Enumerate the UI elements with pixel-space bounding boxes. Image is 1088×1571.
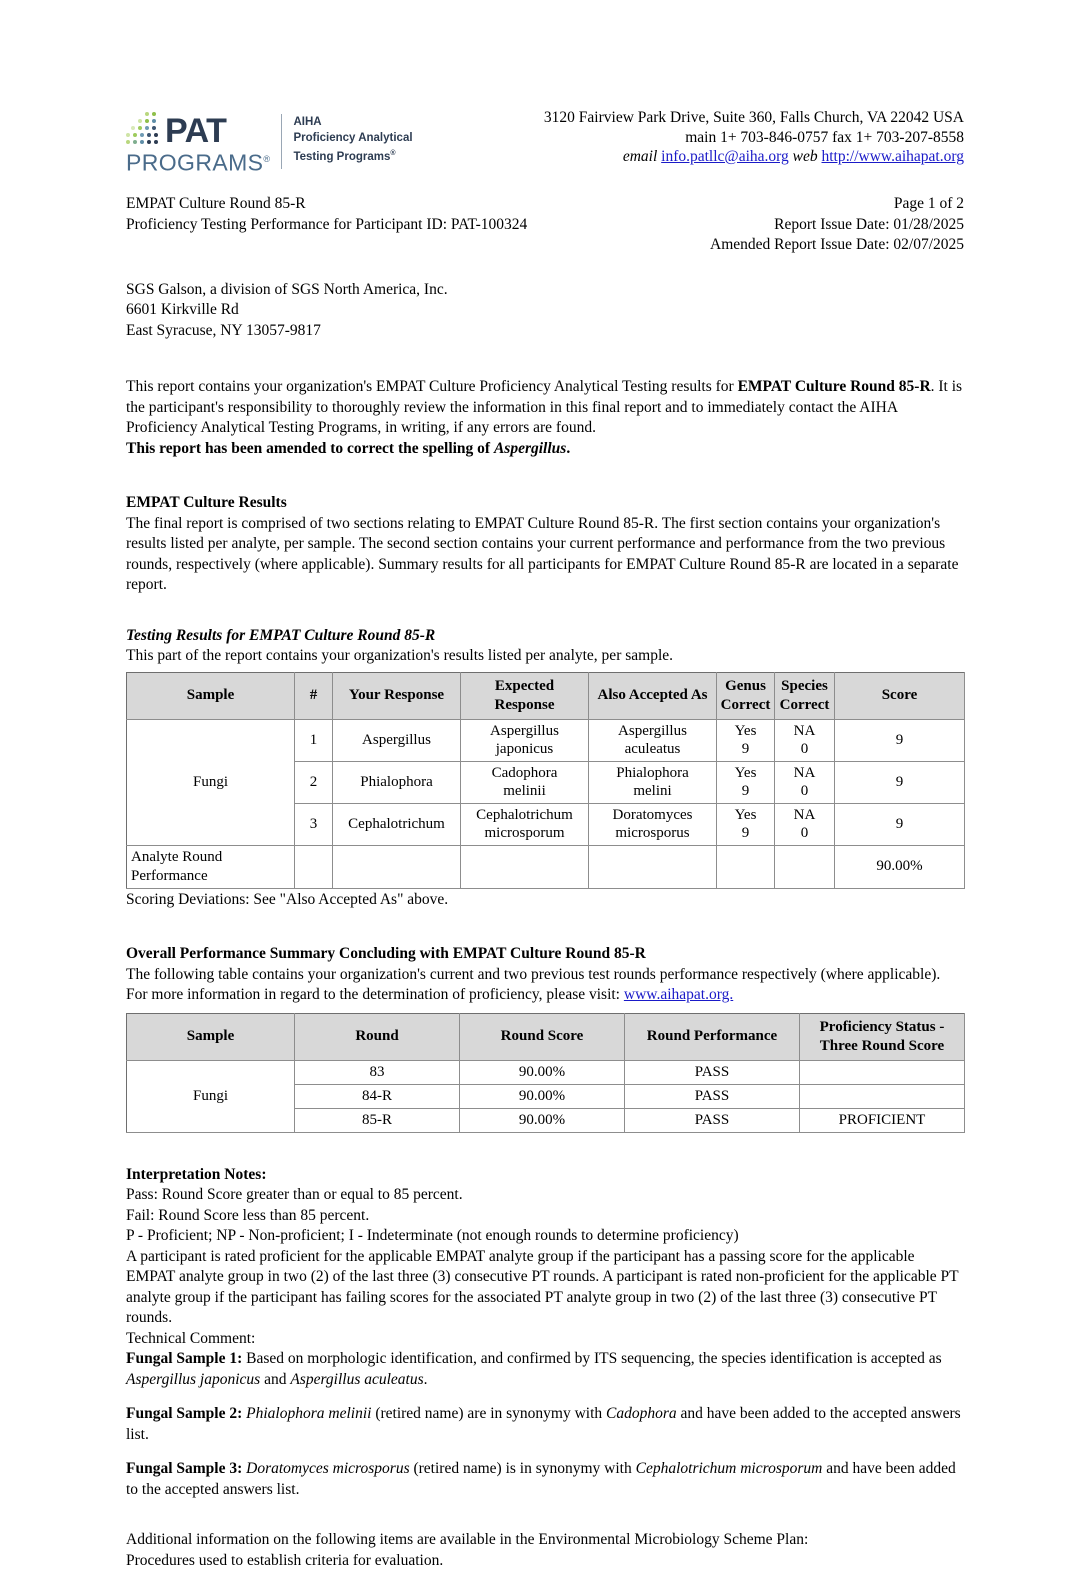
- species-correct-value: NA: [794, 723, 816, 739]
- footer-notes-block: [126, 1530, 964, 1571]
- interpretation-notes-heading: Interpretation Notes:: [126, 1165, 964, 1186]
- testing-results-header-row: [127, 672, 965, 719]
- col-proficiency-line-1: Proficiency Status -: [820, 1019, 945, 1035]
- fungal-sample-2-label: Fungal Sample 2:: [126, 1405, 242, 1422]
- overall-performance-body: [126, 965, 964, 1006]
- species-correct-value: NA: [794, 807, 816, 823]
- amended-issue-date: Amended Report Issue Date: 02/07/2025: [710, 235, 964, 256]
- col-score: Score: [835, 672, 965, 719]
- cell-proficiency-status: PROFICIENT: [800, 1108, 965, 1132]
- expected-genus: Cadophora: [492, 765, 558, 781]
- empat-culture-results-body: The final report is comprised of two sections relating to EMPAT Culture Round 85-R. The first section contains your organization's results listed per analyte, per sample. The second section contains your current performance and performance from the two previous rounds, respectively (where applicable). Summary results for all participants for EMPAT Culture Round 85-R are located in a separate report.: [126, 514, 964, 596]
- col-proficiency-line-2: Three Round Score: [820, 1038, 944, 1054]
- expected-genus: Cephalotrichum: [476, 807, 573, 823]
- note-spacer: [126, 1390, 964, 1404]
- col-species-line-1: Species: [781, 678, 828, 694]
- report-meta-right: [710, 194, 964, 256]
- cell-genus-correct: [717, 803, 775, 845]
- cell-empty: [775, 845, 835, 888]
- logo-programs-registered-mark: ®: [263, 154, 270, 164]
- logo-org-line-1: AIHA: [293, 115, 412, 131]
- cell-your-response: Phialophora: [333, 761, 461, 803]
- cell-number: 1: [295, 719, 333, 761]
- genus-correct-points: 9: [742, 783, 750, 799]
- overall-performance-table: [126, 1013, 965, 1133]
- interpretation-codes: P - Proficient; NP - Non-proficient; I - Indeterminate (not enough rounds to determine proficiency): [126, 1226, 964, 1247]
- address-line-1: SGS Galson, a division of SGS North America, Inc.: [126, 280, 964, 301]
- cell-score: 9: [835, 761, 965, 803]
- overall-performance-heading: Overall Performance Summary Concluding with EMPAT Culture Round 85-R: [126, 944, 964, 965]
- logo-pat-text: PAT: [165, 116, 226, 146]
- genus-correct-value: Yes: [735, 765, 757, 781]
- fungal-sample-1-text-3: .: [424, 1371, 428, 1388]
- overall-performance-text: The following table contains your organization's current and two previous test rounds performance respectively (where applicable). For more information in regard to the determination of proficiency, please visit:: [126, 966, 940, 1004]
- also-species: microsporus: [615, 825, 689, 841]
- fungal-sample-3-note: [126, 1459, 964, 1500]
- cell-also-accepted-as: [589, 761, 717, 803]
- report-participant-line: Proficiency Testing Performance for Participant ID: PAT-100324: [126, 215, 527, 236]
- cell-proficiency-status: [800, 1084, 965, 1108]
- table-row: [127, 719, 965, 761]
- fungal-sample-3-label: Fungal Sample 3:: [126, 1460, 242, 1477]
- amendment-note-species: Aspergillus: [494, 440, 566, 457]
- fungal-sample-1-text-1: Based on morphologic identification, and confirmed by ITS sequencing, the species identification is accepted as: [242, 1350, 941, 1367]
- cell-sample-fungi: Fungi: [127, 719, 295, 845]
- interpretation-pass-rule: Pass: Round Score greater than or equal to 85 percent.: [126, 1185, 964, 1206]
- footer-note-line-1: Additional information on the following items are available in the Environmental Microbiology Scheme Plan:: [126, 1530, 964, 1551]
- cell-your-response: Aspergillus: [333, 719, 461, 761]
- cell-genus-correct: [717, 719, 775, 761]
- fungal-sample-1-species-1: Aspergillus japonicus: [126, 1371, 260, 1388]
- cell-round-score: 90.00%: [460, 1084, 625, 1108]
- website-link[interactable]: http://www.aihapat.org: [822, 148, 965, 165]
- intro-paragraph: [126, 377, 964, 439]
- analyte-round-performance-row: [127, 845, 965, 888]
- intro-part-2: . It is the participant's responsibility to thoroughly review the information in this final report and to immediately contact the AIHA Proficiency Analytical Testing Programs, in writing, if any errors are found.: [126, 378, 962, 436]
- cell-sample-fungi: Fungi: [127, 1060, 295, 1132]
- fungal-sample-2-note: [126, 1404, 964, 1445]
- fungal-sample-2-species-1: Phialophora melinii: [246, 1405, 371, 1422]
- genus-correct-value: Yes: [735, 807, 757, 823]
- cell-round-score: 90.00%: [460, 1060, 625, 1084]
- cell-round: 83: [295, 1060, 460, 1084]
- logo-divider: [281, 114, 282, 169]
- fungal-sample-1-note: [126, 1349, 964, 1390]
- note-spacer: [126, 1445, 964, 1459]
- cell-proficiency-status: [800, 1060, 965, 1084]
- species-correct-points: 0: [801, 825, 809, 841]
- col-round-performance: Round Performance: [625, 1013, 800, 1060]
- also-genus: Doratomyces: [613, 807, 693, 823]
- testing-results-heading: Testing Results for EMPAT Culture Round 85-R: [126, 626, 964, 647]
- cell-species-correct: [775, 719, 835, 761]
- col-round-score: Round Score: [460, 1013, 625, 1060]
- fungal-sample-1-text-2: and: [260, 1371, 290, 1388]
- col-sample: Sample: [127, 1013, 295, 1060]
- amendment-note: [126, 439, 964, 460]
- empat-culture-results-heading: EMPAT Culture Results: [126, 493, 964, 514]
- contact-phone: main 1+ 703-846-0757 fax 1+ 703-207-8558: [544, 128, 964, 148]
- fungal-sample-2-species-2: Cadophora: [606, 1405, 677, 1422]
- fungal-sample-3-species-1: Doratomyces microsporus: [246, 1460, 409, 1477]
- cell-empty: [295, 845, 333, 888]
- species-correct-value: NA: [794, 765, 816, 781]
- cell-number: 2: [295, 761, 333, 803]
- logo-org-line-3-label: Testing Programs: [293, 151, 390, 163]
- col-species-correct: [775, 672, 835, 719]
- logo-programs-label: PROGRAMS: [126, 150, 263, 176]
- pat-programs-logo: [126, 108, 413, 175]
- logo-programs-text: [126, 147, 270, 175]
- cell-empty: [461, 845, 589, 888]
- col-your-response: Your Response: [333, 672, 461, 719]
- col-proficiency-status: [800, 1013, 965, 1060]
- cell-round-performance: PASS: [625, 1084, 800, 1108]
- also-species: melini: [633, 783, 671, 799]
- aihapat-link[interactable]: www.aihapat.org.: [624, 986, 733, 1003]
- genus-correct-points: 9: [742, 741, 750, 757]
- cell-empty: [717, 845, 775, 888]
- also-species: aculeatus: [625, 741, 681, 757]
- cell-analyte-round-performance-label: Analyte Round Performance: [127, 845, 295, 888]
- genus-correct-points: 9: [742, 825, 750, 841]
- address-line-2: 6601 Kirkville Rd: [126, 300, 964, 321]
- fungal-sample-1-label: Fungal Sample 1:: [126, 1350, 242, 1367]
- cell-round-performance: PASS: [625, 1108, 800, 1132]
- fungal-sample-2-text-1: (retired name) are in synonymy with: [371, 1405, 606, 1422]
- interpretation-fail-rule: Fail: Round Score less than 85 percent.: [126, 1206, 964, 1227]
- expected-genus: Aspergillus: [490, 723, 559, 739]
- col-also-accepted-as: Also Accepted As: [589, 672, 717, 719]
- col-species-line-2: Correct: [780, 697, 830, 713]
- col-number: #: [295, 672, 333, 719]
- cell-number: 3: [295, 803, 333, 845]
- scoring-deviations-note: Scoring Deviations: See "Also Accepted As" above.: [126, 890, 964, 911]
- testing-results-subtitle: This part of the report contains your organization's results listed per analyte, per sample.: [126, 646, 964, 667]
- species-correct-points: 0: [801, 783, 809, 799]
- cell-round: 84-R: [295, 1084, 460, 1108]
- col-round: Round: [295, 1013, 460, 1060]
- dot-grid-icon: [126, 112, 164, 146]
- cell-analyte-round-performance-score: 90.00%: [835, 845, 965, 888]
- email-link[interactable]: info.patllc@aiha.org: [661, 148, 789, 165]
- email-label: email: [623, 148, 657, 165]
- cell-empty: [333, 845, 461, 888]
- expected-species: japonicus: [496, 741, 554, 757]
- cell-expected-response: [461, 719, 589, 761]
- interpretation-notes-block: [126, 1165, 964, 1501]
- participant-address: [126, 280, 964, 342]
- col-genus-line-1: Genus: [725, 678, 766, 694]
- col-genus-correct: [717, 672, 775, 719]
- cell-your-response: Cephalotrichum: [333, 803, 461, 845]
- cell-genus-correct: [717, 761, 775, 803]
- also-genus: Phialophora: [616, 765, 689, 781]
- expected-species: microsporum: [485, 825, 565, 841]
- cell-expected-response: [461, 761, 589, 803]
- cell-empty: [589, 845, 717, 888]
- logo-mark: [126, 112, 270, 175]
- page-content: [126, 108, 964, 1571]
- contact-online: [544, 147, 964, 167]
- table-row: [127, 1060, 965, 1084]
- cell-round: 85-R: [295, 1108, 460, 1132]
- col-expected-response: Expected Response: [461, 672, 589, 719]
- logo-org-line-3: [293, 146, 412, 165]
- report-meta-left: [126, 194, 527, 256]
- logo-org-registered-mark: ®: [390, 150, 395, 157]
- species-correct-points: 0: [801, 741, 809, 757]
- testing-results-table: [126, 672, 965, 889]
- contact-block: [544, 108, 964, 167]
- cell-species-correct: [775, 761, 835, 803]
- technical-comment-label: Technical Comment:: [126, 1329, 964, 1350]
- overall-performance-header-row: [127, 1013, 965, 1060]
- expected-species: melinii: [503, 783, 546, 799]
- report-round-title: EMPAT Culture Round 85-R: [126, 194, 527, 215]
- amendment-note-end: .: [566, 440, 570, 457]
- cell-expected-response: [461, 803, 589, 845]
- footer-note-line-2: Procedures used to establish criteria for evaluation.: [126, 1551, 964, 1571]
- also-genus: Aspergillus: [618, 723, 687, 739]
- cell-score: 9: [835, 803, 965, 845]
- report-issue-date: Report Issue Date: 01/28/2025: [710, 215, 964, 236]
- logo-top-row: [126, 112, 270, 146]
- col-genus-line-2: Correct: [721, 697, 771, 713]
- cell-also-accepted-as: [589, 719, 717, 761]
- document-masthead: [126, 108, 964, 180]
- amendment-note-bold: This report has been amended to correct the spelling of: [126, 440, 494, 457]
- logo-org-line-2: Proficiency Analytical: [293, 131, 412, 147]
- cell-also-accepted-as: [589, 803, 717, 845]
- cell-round-score: 90.00%: [460, 1108, 625, 1132]
- address-line-3: East Syracuse, NY 13057-9817: [126, 321, 964, 342]
- fungal-sample-3-text-2: and have been added to the accepted answers list.: [126, 1460, 956, 1498]
- logo-org-text: [293, 112, 412, 165]
- cell-score: 9: [835, 719, 965, 761]
- interpretation-rating-rule: A participant is rated proficient for the applicable EMPAT analyte group if the participant has a passing score for the applicable EMPAT analyte group in two (2) of the last three (3) consecutive PT rounds. A participant is rated non-proficient for the applicable PT analyte group if the participant has failing scores for the associated PT analyte group in two (2) of the last three (3) consecutive PT rounds.: [126, 1247, 964, 1329]
- page-number: Page 1 of 2: [710, 194, 964, 215]
- intro-part-1: This report contains your organization's EMPAT Culture Proficiency Analytical Testing results for: [126, 378, 738, 395]
- web-label: web: [793, 148, 818, 165]
- contact-address: 3120 Fairview Park Drive, Suite 360, Falls Church, VA 22042 USA: [544, 108, 964, 128]
- fungal-sample-3-text-1: (retired name) is in synonymy with: [410, 1460, 636, 1477]
- fungal-sample-3-species-2: Cephalotrichum microsporum: [636, 1460, 823, 1477]
- col-sample: Sample: [127, 672, 295, 719]
- intro-bold-round: EMPAT Culture Round 85-R: [738, 378, 931, 395]
- report-meta-row: [126, 194, 964, 256]
- fungal-sample-1-species-2: Aspergillus aculeatus: [290, 1371, 423, 1388]
- cell-round-performance: PASS: [625, 1060, 800, 1084]
- cell-species-correct: [775, 803, 835, 845]
- genus-correct-value: Yes: [735, 723, 757, 739]
- fungal-sample-2-text-2: and have been added to the accepted answers list.: [126, 1405, 961, 1443]
